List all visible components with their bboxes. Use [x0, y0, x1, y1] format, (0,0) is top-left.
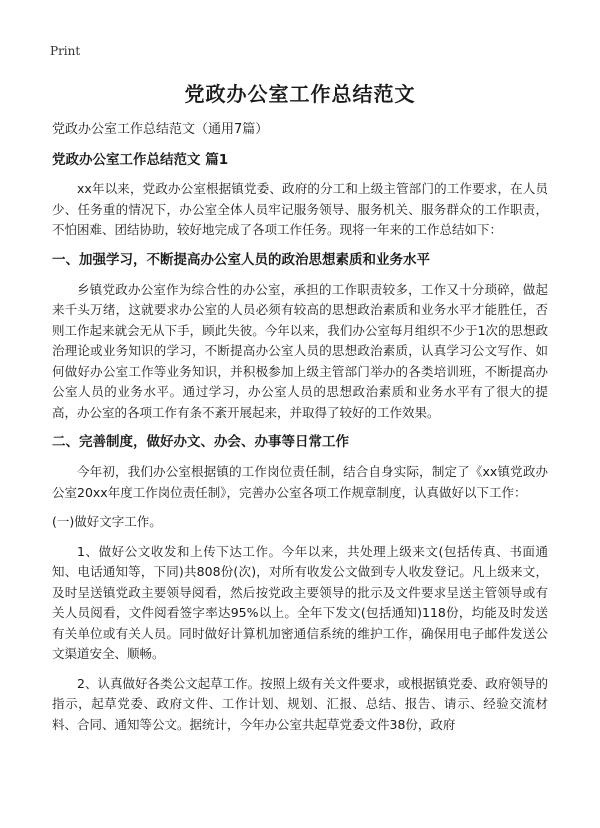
document-body: [52, 120, 548, 744]
document-title: 党政办公室工作总结范文: [184, 82, 416, 106]
heading-2: 二、完善制度，做好办文、办会、办事等日常工作: [52, 434, 349, 450]
paragraph: xx年以来，党政办公室根据镇党委、政府的分工和上级主管部门的工作要求，在人员少、任务重的情况下，办公室全体人员牢记服务领导、服务机关、服务群众的工作职责，不怕困难、团结协助，较好地完成了各项工作任务。现将一年来的工作总结如下：: [52, 181, 548, 237]
print-label: Print: [50, 44, 81, 58]
paragraph: 1、做好公文收发和上传下达工作。今年以来，共处理上级来文(包括传真、书面通知、电话通知等，下同)共808份(次)，对所有收发公文做到专人收发登记。凡上级来文，及时呈送镇党政主要领导阅看，然后按党政主要领导的批示及文件要求呈送主管领导或有关人员阅看，文件阅看签字率达95%以上。全年下发文(包括通知)118份，均能及时发送有关单位或有关人员。同时做好计算机加密通信系统的维护工作，确保用电子邮件发送公文渠道安全、顺畅。: [52, 543, 548, 661]
paragraph: 2、认真做好各类公文起草工作。按照上级有关文件要求，或根据镇党委、政府领导的指示，起草党委、政府文件、工作计划、规划、汇报、总结、报告、请示、经验交流材料、合同、通知等公文。据统计，今年办公室共起草党委文件38份，政府: [52, 675, 548, 732]
heading-1: 一、加强学习，不断提高办公室人员的政治思想素质和业务水平: [52, 251, 430, 268]
section-title: 党政办公室工作总结范文 篇1: [52, 152, 229, 168]
document-subtitle: 党政办公室工作总结范文（通用7篇）: [52, 122, 269, 137]
paragraph: 今年初，我们办公室根据镇的工作岗位责任制，结合自身实际，制定了《xx镇党政办公室20xx年度工作岗位责任制》，完善办公室各项工作规章制度，认真做好以下工作：: [52, 464, 548, 500]
paragraph: 乡镇党政办公室作为综合性的办公室，承担的工作职责较多，工作又十分琐碎，做起来千头万绪，这就要求办公室的人员必须有较高的思想政治素质和业务水平才能胜任，否则工作起来就会无从下手，顾此失彼。今年以来，我们办公室每月组织不少于1次的思想政治理论或业务知识的学习，不断提高办公室人员的思想政治素质，认真学习公文写作、如何做好办公室工作等业务知识，并积极参加上级主管部门举办的各类培训班，不断提高办公室人员的业务水平。通过学习，办公室人员的思想政治素质和业务水平有了很大的提高，办公室的各项工作有条不紊开展起来，并取得了较好的工作效果。: [52, 281, 548, 420]
subheading: (一)做好文字工作。: [52, 514, 162, 529]
